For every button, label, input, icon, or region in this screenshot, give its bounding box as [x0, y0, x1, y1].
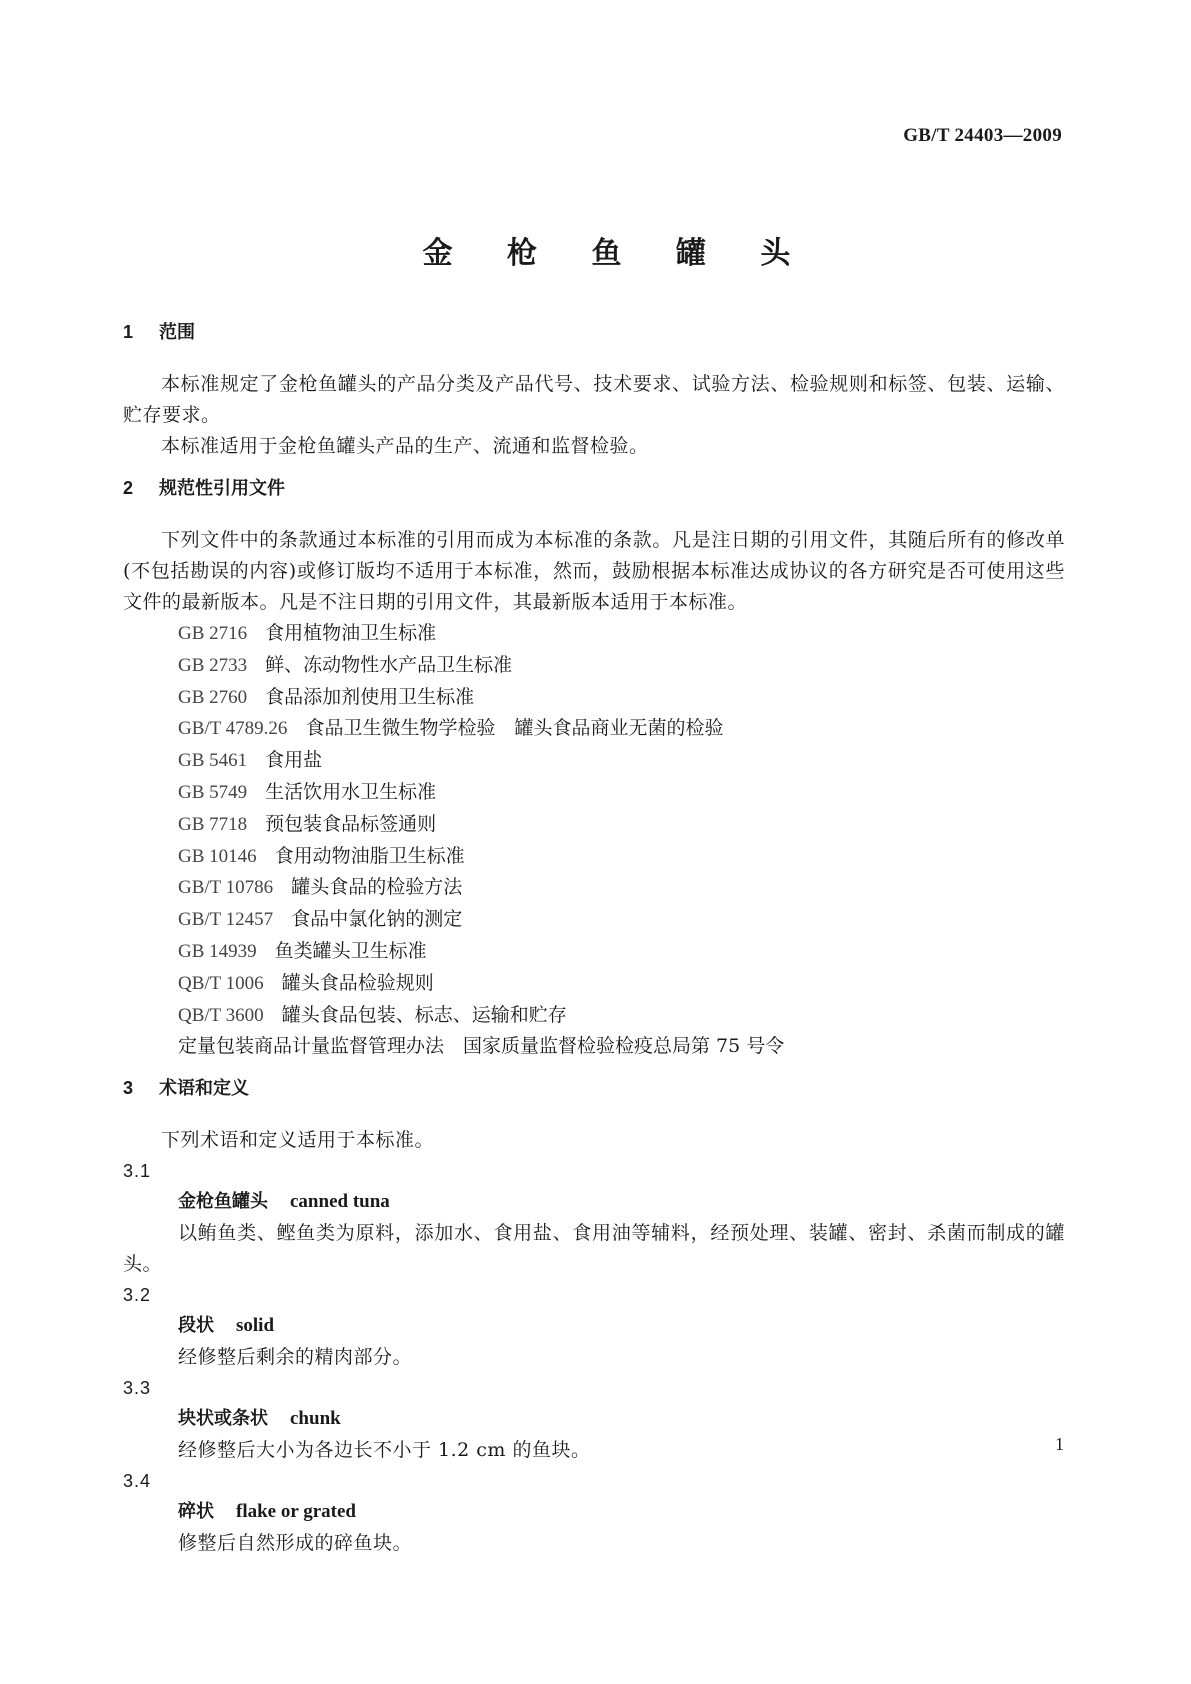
reference-item: [123, 809, 1065, 841]
reference-name: 生活饮用水卫生标准: [265, 780, 437, 803]
term-definition: 经修整后大小为各边长不小于 1.2 cm 的鱼块。: [178, 1439, 591, 1462]
section-2-heading: [123, 476, 1065, 500]
paragraph: 本标准规定了金枪鱼罐头的产品分类及产品代号、技术要求、试验方法、检验规则和标签、包装、运输、贮存要求。: [123, 373, 1065, 426]
reference-name: 罐头食品包装、标志、运输和贮存: [281, 1003, 567, 1026]
reference-item: [123, 936, 1065, 968]
section-number: 1: [123, 322, 134, 342]
reference-item: [123, 1000, 1065, 1032]
term-en: chunk: [290, 1408, 341, 1430]
subsection-number: 3.3: [123, 1378, 152, 1399]
paragraph: 下列文件中的条款通过本标准的引用而成为本标准的条款。凡是注日期的引用文件，其随后所有的修改单(不包括勘误的内容)或修订版均不适用于本标准，然而，鼓励根据本标准达成协议的各方研究是否可使用这些文件的最新版本。凡是不注日期的引用文件，其最新版本适用于本标准。: [123, 529, 1065, 613]
reference-code: GB 14939: [178, 940, 257, 962]
reference-item: [123, 968, 1065, 1000]
subsection-number: 3.2: [123, 1285, 152, 1306]
term-zh: 段状: [178, 1315, 214, 1337]
reference-code: GB/T 12457: [178, 909, 274, 931]
reference-code: GB/T 4789.26: [178, 718, 288, 740]
subsection-number: 3.4: [123, 1471, 152, 1492]
reference-code: GB 10146: [178, 845, 257, 867]
reference-code: GB 5461: [178, 750, 248, 772]
reference-code: GB/T 10786: [178, 877, 274, 899]
reference-name: 罐头食品检验规则: [281, 971, 434, 994]
reference-code: GB 2733: [178, 654, 248, 676]
standard-code: GB/T 24403—2009: [903, 125, 1062, 146]
reference-code: GB 7718: [178, 813, 248, 835]
term-heading: [123, 1310, 1065, 1342]
reference-item: [123, 618, 1065, 650]
reference-item: [123, 777, 1065, 809]
term-zh: 块状或条状: [178, 1408, 268, 1430]
paragraph: 下列术语和定义适用于本标准。: [161, 1129, 435, 1152]
section-3-heading: [123, 1076, 1065, 1100]
term-en: flake or grated: [236, 1501, 356, 1523]
term-heading: [123, 1186, 1065, 1218]
section-title: 规范性引用文件: [159, 478, 285, 499]
term-definition: 修整后自然形成的碎鱼块。: [178, 1532, 413, 1555]
paragraph: 本标准适用于金枪鱼罐头产品的生产、流通和监督检验。: [161, 435, 649, 457]
reference-item: [123, 682, 1065, 714]
reference-item: [123, 745, 1065, 777]
reference-item: [123, 841, 1065, 873]
term-definition: 经修整后剩余的精肉部分。: [178, 1346, 413, 1369]
section-title: 范围: [159, 322, 195, 343]
term-en: solid: [236, 1315, 275, 1337]
reference-item: [123, 904, 1065, 936]
reference-name: 食品中氯化钠的测定: [291, 908, 463, 931]
reference-name: 食品卫生微生物学检验 罐头食品商业无菌的检验: [305, 717, 724, 740]
reference-name: 食用动物油脂卫生标准: [274, 844, 465, 867]
page-number: 1: [1055, 1434, 1064, 1454]
reference-name: 食品添加剂使用卫生标准: [265, 685, 475, 708]
reference-name: 预包装食品标签通则: [265, 812, 437, 835]
reference-code: QB/T 3600: [178, 1004, 264, 1026]
section-title: 术语和定义: [159, 1078, 249, 1100]
reference-code: GB 2760: [178, 686, 248, 708]
section-number: 2: [123, 478, 134, 498]
document-title: 金 枪 鱼 罐 头: [422, 236, 813, 271]
subsection-number: 3.1: [123, 1161, 152, 1182]
term-heading: [123, 1496, 1065, 1528]
term-en: canned tuna: [290, 1191, 390, 1213]
reference-code: QB/T 1006: [178, 972, 264, 994]
section-1-heading: [123, 320, 1065, 344]
reference-item: 定量包装商品计量监督管理办法 国家质量监督检验检疫总局第 75 号令: [178, 1035, 785, 1058]
term-definition: 以鲔鱼类、鲣鱼类为原料，添加水、食用盐、食用油等辅料，经预处理、装罐、密封、杀菌而制成的罐头。: [123, 1222, 1065, 1276]
reference-item: [123, 650, 1065, 682]
reference-item: [123, 713, 1065, 745]
term-zh: 碎状: [178, 1501, 214, 1523]
term-zh: 金枪鱼罐头: [178, 1191, 268, 1213]
reference-code: GB 2716: [178, 623, 248, 644]
document-body: [123, 320, 1065, 1559]
reference-name: 食用盐: [265, 749, 323, 772]
reference-item: [123, 872, 1065, 904]
reference-name: 食用植物油卫生标准: [265, 622, 437, 644]
reference-name: 鲜、冻动物性水产品卫生标准: [265, 653, 513, 676]
section-number: 3: [123, 1078, 134, 1099]
term-heading: [123, 1403, 1065, 1435]
reference-code: GB 5749: [178, 781, 248, 803]
reference-name: 罐头食品的检验方法: [291, 876, 463, 899]
reference-name: 鱼类罐头卫生标准: [274, 939, 427, 962]
